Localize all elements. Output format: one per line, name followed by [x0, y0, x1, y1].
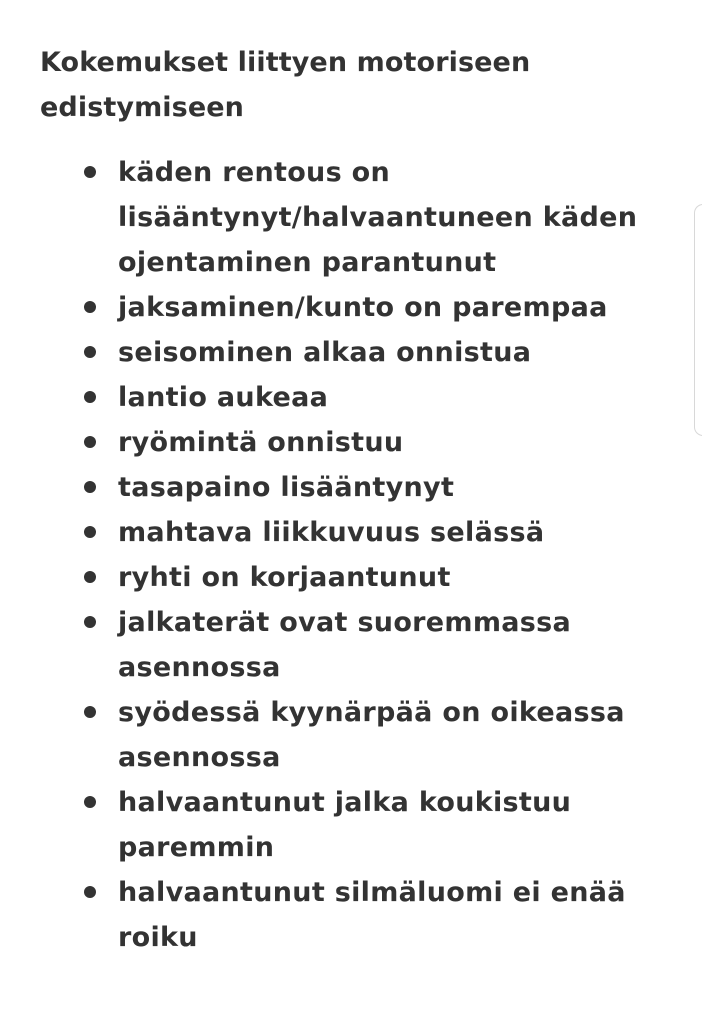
list-item-text: halvaantunut silmäluomi ei enää roiku: [118, 877, 626, 953]
section-heading: [40, 40, 670, 130]
bullet-icon: [84, 886, 96, 898]
bullet-icon: [84, 706, 96, 718]
list-item: [40, 870, 670, 960]
list-item-text: jaksaminen/kunto on parempaa: [118, 292, 608, 323]
article-content: [40, 40, 670, 960]
bullet-icon: [84, 796, 96, 808]
list-item-text: jalkaterät ovat suoremmassa asennossa: [118, 607, 572, 683]
list-item: [40, 150, 670, 285]
list-item-text: lantio aukeaa: [118, 382, 329, 413]
list-item: [40, 420, 670, 465]
heading-line: Kokemukset liittyen motoriseen: [40, 47, 531, 78]
list-item: [40, 690, 670, 780]
list-item-text: käden rentous on lisääntynyt/halvaantuneen käden ojentaminen parantunut: [118, 157, 638, 278]
bullet-icon: [84, 571, 96, 583]
list-item-text: halvaantunut jalka koukistuu paremmin: [118, 787, 572, 863]
list-item: [40, 330, 670, 375]
list-item-text: syödessä kyynärpää on oikeassa asennossa: [118, 697, 625, 773]
bullet-icon: [84, 166, 96, 178]
list-item: [40, 555, 670, 600]
list-item: [40, 600, 670, 690]
list-item-text: seisominen alkaa onnistua: [118, 337, 532, 368]
list-item-text: mahtava liikkuvuus selässä: [118, 517, 545, 548]
list-item-text: ryömintä onnistuu: [118, 427, 404, 458]
list-item-text: tasapaino lisääntynyt: [118, 472, 455, 503]
bullet-icon: [84, 301, 96, 313]
bullet-icon: [84, 616, 96, 628]
bullet-icon: [84, 346, 96, 358]
list-item: [40, 375, 670, 420]
list-item-text: ryhti on korjaantunut: [118, 562, 451, 593]
bullet-icon: [84, 526, 96, 538]
list-item: [40, 465, 670, 510]
progress-list: [40, 150, 670, 960]
list-item: [40, 510, 670, 555]
side-panel-handle[interactable]: [694, 204, 702, 436]
bullet-icon: [84, 481, 96, 493]
bullet-icon: [84, 436, 96, 448]
heading-line: edistymiseen: [40, 92, 244, 123]
bullet-icon: [84, 391, 96, 403]
list-item: [40, 780, 670, 870]
list-item: [40, 285, 670, 330]
